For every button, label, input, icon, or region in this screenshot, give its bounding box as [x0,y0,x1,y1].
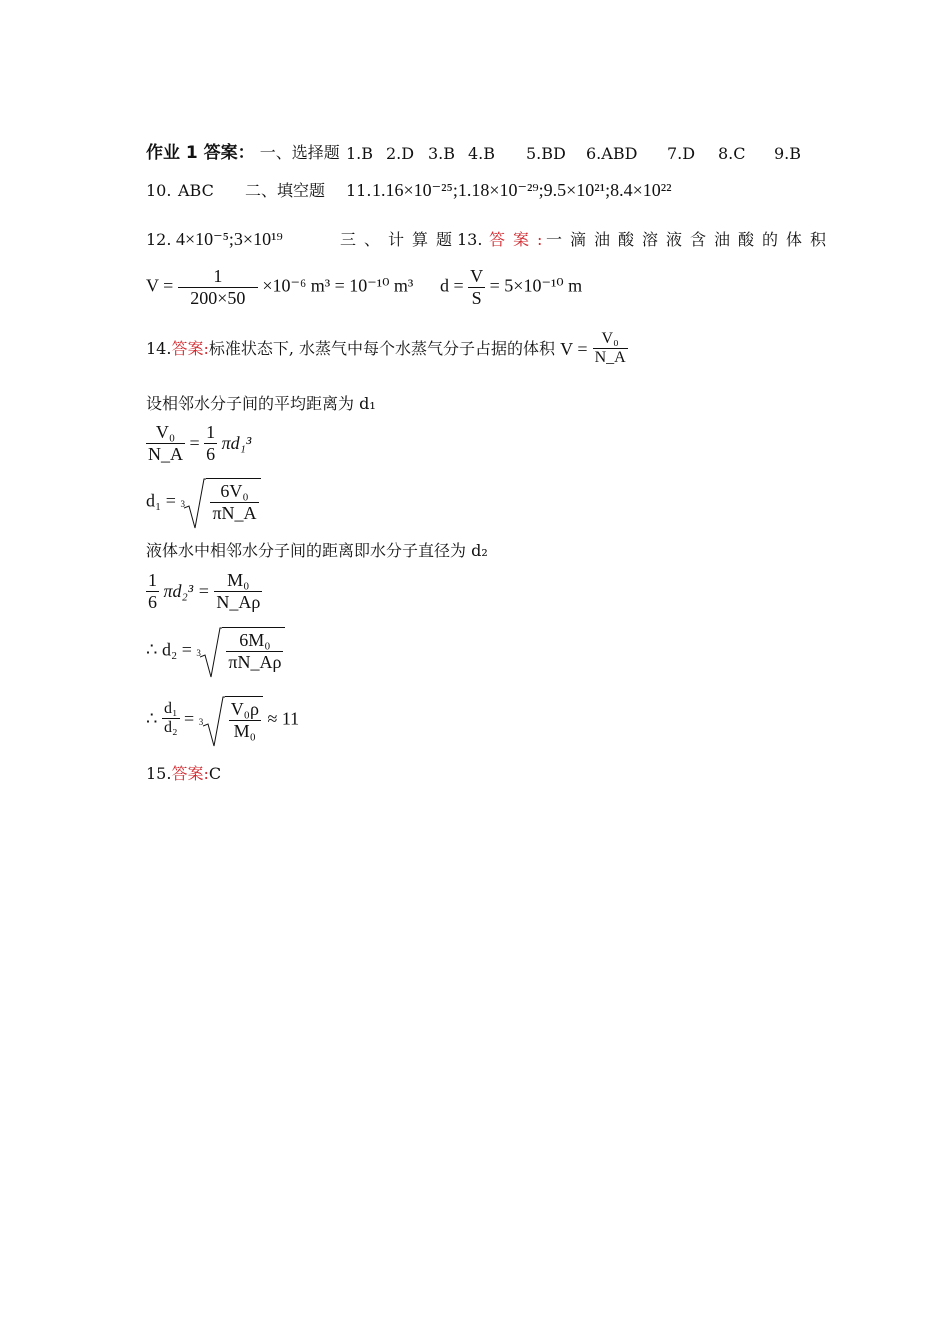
equals-sign: = [189,433,200,454]
fraction-v-over-s [468,266,485,308]
q10-answer: ABC [178,181,214,200]
fraction-6m0-pinarho [226,630,283,672]
answers-line-1 [146,145,340,162]
approx-value: ≈ 11 [267,708,300,729]
frac-numerator: V₀ [146,422,185,444]
frac-numerator: 6V₀ [210,481,258,503]
q13-answer-label: 答案: [489,230,551,249]
cube-root-d1 [180,478,260,523]
q15-number: 15. [146,764,172,783]
frac-denominator: πN_A [212,502,257,523]
frac-numerator: 1 [148,570,157,590]
root-index: 3 [198,717,204,727]
q13-text: 一滴油酸溶液含油酸的体积 [546,230,835,249]
q14-number: 14. [146,338,172,358]
q11-number: 11. [346,181,372,200]
fraction-1-6 [146,570,159,612]
radical-icon [200,627,222,679]
section-calc-label: 三、计算题 [340,230,461,249]
fraction-v0-over-na [593,330,628,368]
frac-denominator: N_Aρ [216,591,261,612]
fraction-d1-d2 [162,700,180,738]
frac-denominator: N_A [594,349,626,367]
answer-item-5: 5.BD [526,144,566,163]
frac-numerator: V₀ [593,330,628,349]
equation-ratio [146,696,299,741]
radical-icon [203,696,225,748]
eq-volume-left: V = [146,275,174,296]
pi-d1-cubed: πd₁³ [221,433,252,454]
cube-root-ratio [199,696,263,741]
equation-d1 [146,478,261,523]
section-fill-label: 二、填空题 [245,181,326,200]
eq-volume-rest: ×10⁻⁶ m³ = 10⁻¹⁰ m³ [262,275,414,296]
q15-answer: C [208,764,222,783]
equation-d2-cubed [146,570,262,612]
q15-line [146,766,221,782]
equation-d2 [146,627,285,672]
equation-v0-na [146,422,251,464]
fraction-m0-narho [214,570,262,612]
q11-answer: 1.16×10⁻²⁵;1.18×10⁻²⁹;9.5×10²¹;8.4×10²² [372,180,672,200]
frac-denominator: N_A [148,443,183,464]
answer-item-8: 8.C [718,144,746,163]
frac-numerator: 6M₀ [226,630,283,652]
q10-number: 10. [146,181,172,200]
frac-denominator: M₀ [233,720,256,741]
answer-item-7: 7.D [667,144,696,163]
q14-text: 标准状态下, 水蒸气中每个水蒸气分子占据的体积 [208,338,556,358]
liquid-water-text: 液体水中相邻水分子间的距离即水分子直径为 d₂ [146,541,488,560]
q13-number: 13. [457,230,483,249]
answer-item-3: 3.B [428,144,456,163]
therefore-sign: ∴ [146,708,158,729]
q12-answer: 4×10⁻⁵;3×10¹⁹ [176,229,283,249]
doc-heading: 作业 1 答案 [146,143,238,163]
fraction-1-over-200x50 [178,266,258,308]
distance-intro-text: 设相邻水分子间的平均距离为 d₁ [146,394,376,413]
frac-denominator: 6 [148,591,157,612]
frac-denominator: S [471,287,482,308]
q14-answer-label: 答案: [171,338,209,358]
answer-item-4: 4.B [468,144,496,163]
fraction-6v0-pina [210,481,258,523]
eq-diameter-left: d = [440,275,464,296]
equation-diameter [440,266,582,308]
answer-item-6: 6.ABD [586,144,638,163]
frac-denominator: d₂ [163,719,178,737]
q14-line [146,330,628,368]
equals-sign: = [184,708,195,729]
fraction-1-6 [204,422,217,464]
fraction-v0rho-m0 [229,699,261,741]
d2-left: ∴ d₂ = [146,639,192,660]
q14-eq-left: V = [560,338,588,359]
frac-denominator: 6 [206,443,216,464]
frac-numerator: 1 [206,422,216,442]
root-index: 3 [180,499,185,509]
answer-item-2: 2.D [386,144,415,163]
frac-numerator: M₀ [214,570,262,592]
pi-d2-cubed: πd₂³ = [163,581,210,602]
frac-numerator: V [470,266,484,286]
equation-volume [146,266,413,308]
frac-numerator: V₀ρ [230,699,259,719]
cube-root-d2 [196,627,285,672]
section-choice-label: 一、选择题 [259,143,340,162]
d1-left: d₁ = [146,490,176,511]
eq-diameter-rest: = 5×10⁻¹⁰ m [489,275,583,296]
frac-numerator: 1 [178,266,258,288]
q15-answer-label: 答案: [171,764,209,783]
root-index: 3 [196,648,201,658]
frac-numerator: d₁ [162,700,180,719]
answer-item-1: 1.B [346,144,374,163]
fraction-v0-na [146,422,185,464]
q12-number: 12. [146,230,172,249]
heading-colon: ： [237,143,255,163]
frac-denominator: 200×50 [190,287,246,308]
answer-item-9: 9.B [774,144,802,163]
frac-denominator: πN_Aρ [228,651,282,672]
radical-icon [184,478,206,530]
